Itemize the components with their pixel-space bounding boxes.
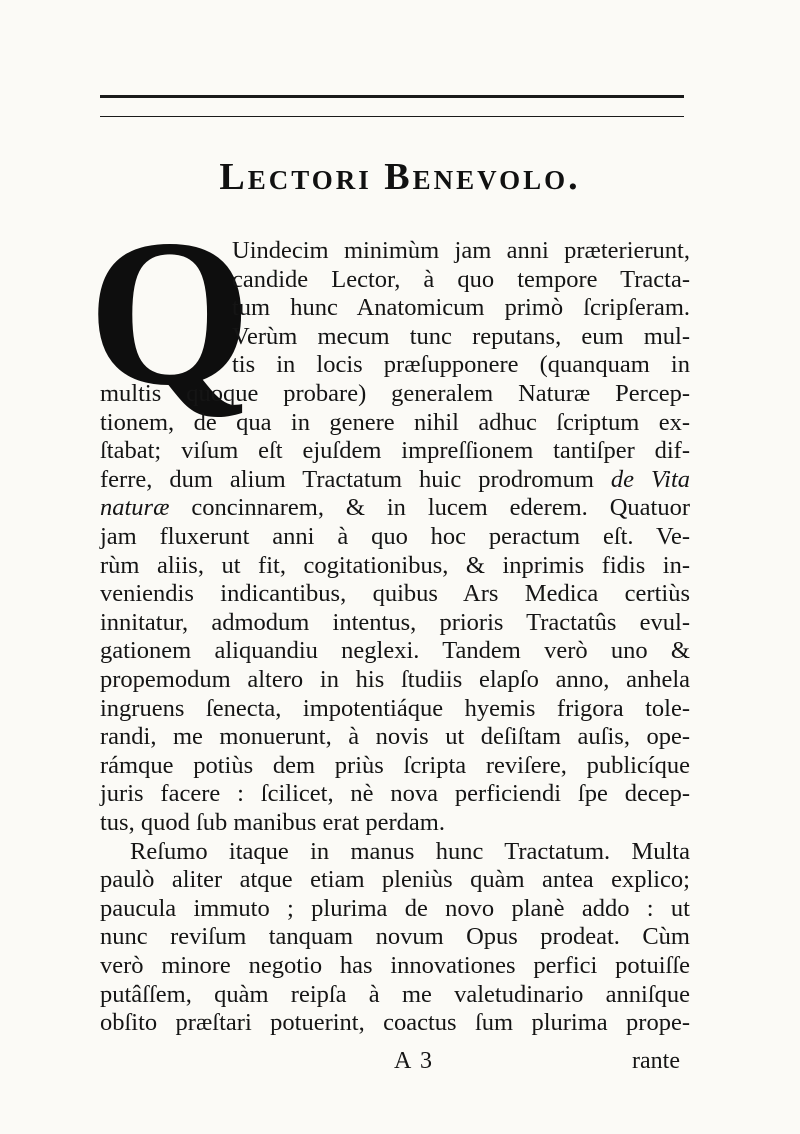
italic-text: de Vita — [610, 465, 690, 493]
text-line: Uindecim minimùm jam anni præterierunt, — [232, 237, 690, 264]
text-line: verò minore negotio has innovationes perfici potuiſſe — [100, 952, 690, 979]
text-line: tis in locis præſupponere (quanquam in — [232, 351, 690, 379]
text-line: veniendis indicantibus, quibus Ars Medica certiùs — [100, 580, 690, 608]
text-line: juris facere : ſcilicet, nè nova perficiendi ſpe decep- — [100, 780, 690, 808]
signature-mark: A 3 — [394, 1048, 435, 1074]
text-line: ſtabat; viſum eſt ejuſdem impreſſionem tantiſper dif- — [100, 437, 690, 465]
italic-text: naturæ — [100, 494, 170, 522]
text-line-with-italic — [100, 465, 690, 495]
text-line: propemodum altero in his ſtudiis elapſo anno, anhela — [100, 666, 690, 693]
text-line: putâſſem, quàm reipſa à me valetudinario anniſque — [100, 980, 690, 1008]
text-line: rámque potiùs dem priùs ſcripta reviſere, publicíque — [100, 751, 690, 779]
text-line: obſito præſtari potuerint, coactus ſum plurima prope- — [100, 1009, 690, 1037]
text-line: tus, quod ſub manibus erat perdam. — [100, 809, 445, 836]
text-line: rùm aliis, ut fit, cogitationibus, & inprimis fidis in- — [100, 551, 690, 579]
text-line: paulò aliter atque etiam pleniùs quàm antea explico; — [100, 866, 690, 894]
text-line: paucula immuto ; plurima de novo planè addo : ut — [100, 894, 690, 922]
header-rule-thin — [100, 116, 684, 117]
drop-cap-letter: Q — [88, 197, 252, 429]
text-span: concinnarem, & in lucem ederem. Quatuor — [191, 494, 690, 522]
text-line: jam fluxerunt anni à quo hoc peractum eſt. Ve- — [100, 523, 690, 550]
text-line: Reſumo itaque in manus hunc Tractatum. Multa — [130, 837, 690, 865]
text-line: Verùm mecum tunc reputans, eum mul- — [232, 322, 690, 350]
text-span: ferre, dum alium Tractatum huic prodromum — [100, 465, 594, 493]
text-line: multis quoque probare) generalem Naturæ Percep- — [100, 380, 690, 407]
header-rule-thick — [100, 95, 684, 98]
text-line: tum hunc Anatomicum primò ſcripſeram. — [232, 294, 690, 322]
text-line: nunc reviſum tanquam novum Opus prodeat. Cùm — [100, 923, 690, 951]
text-line: gationem aliquandiu neglexi. Tandem verò uno & — [100, 637, 690, 665]
text-line-with-italic — [100, 493, 690, 523]
text-line: candide Lector, à quo tempore Tracta- — [232, 265, 690, 293]
text-line: ingruens ſenecta, impotentiáque hyemis frigora tole- — [100, 694, 690, 722]
text-line: tionem, de qua in genere nihil adhuc ſcriptum ex- — [100, 408, 690, 436]
text-line: randi, me monuerunt, à novis ut deſiſtam auſis, ope- — [100, 723, 690, 751]
catchword: rante — [632, 1048, 680, 1074]
text-line: innitatur, admodum intentus, prioris Tractatûs evul- — [100, 608, 690, 636]
page-title: Lectori Benevolo. — [219, 156, 581, 198]
